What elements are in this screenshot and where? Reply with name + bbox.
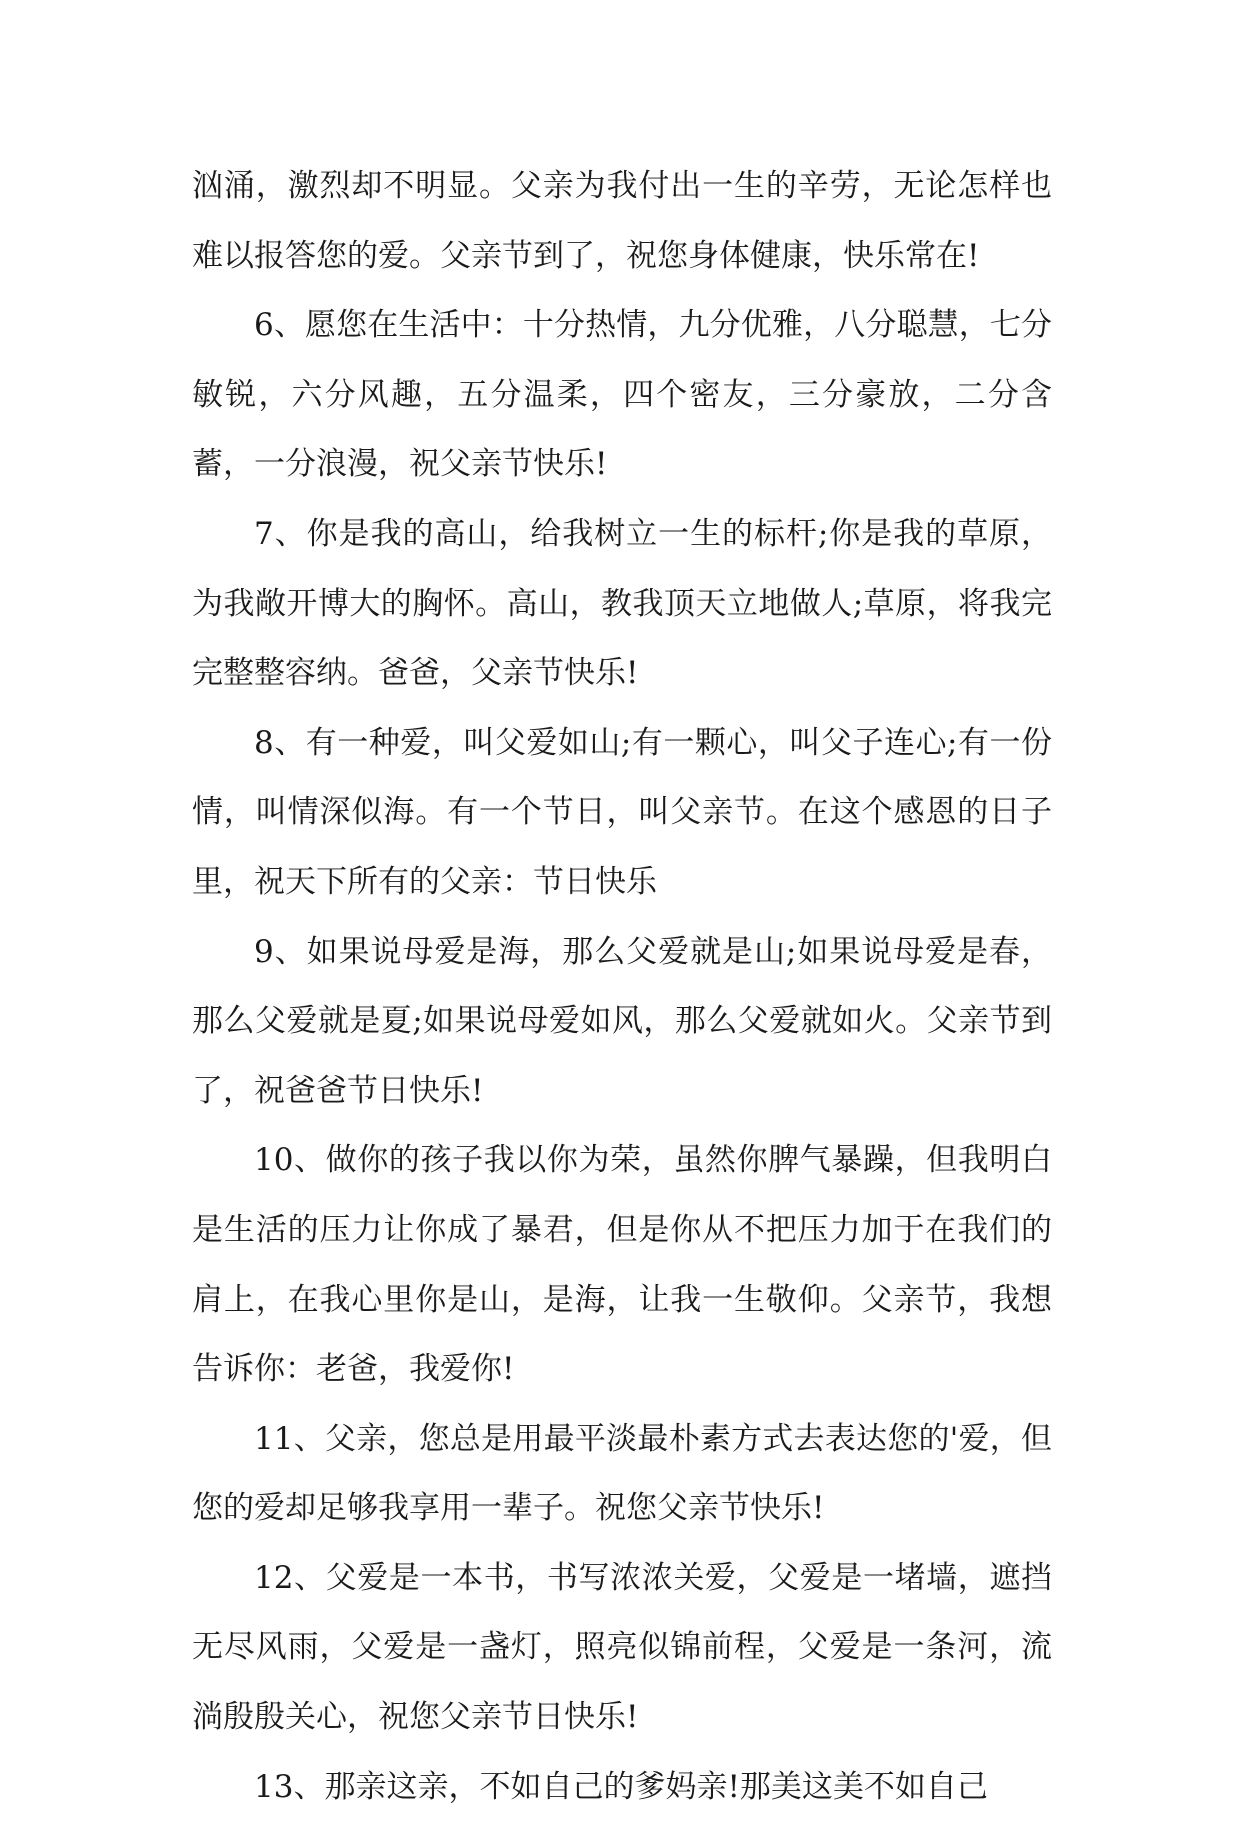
- paragraph-item-12: 12、父爱是一本书，书写浓浓关爱，父爱是一堵墙，遮挡无尽风雨，父爱是一盏灯，照亮似锦前程，父爱是一条河，流淌殷殷关心，祝您父亲节日快乐!: [192, 1559, 1052, 1736]
- paragraph-item-11: 11、父亲，您总是用最平淡最朴素方式去表达您的'爱，但您的爱却足够我享用一辈子。祝您父亲节快乐!: [192, 1420, 1052, 1527]
- paragraph-item-9: 9、如果说母爱是海，那么父爱就是山;如果说母爱是春，那么父爱就是夏;如果说母爱如风，那么父爱就如火。父亲节到了，祝爸爸节日快乐!: [192, 933, 1052, 1109]
- paragraph-item-7: 7、你是我的高山，给我树立一生的标杆;你是我的草原，为我敞开博大的胸怀。高山，教我顶天立地做人;草原，将我完完整整容纳。爸爸，父亲节快乐!: [192, 515, 1052, 692]
- paragraph-continued: 汹涌，激烈却不明显。父亲为我付出一生的辛劳，无论怎样也难以报答您的爱。父亲节到了，祝您身体健康，快乐常在!: [192, 168, 1052, 274]
- paragraph-item-8: 8、有一种爱，叫父爱如山;有一颗心，叫父子连心;有一份情，叫情深似海。有一个节日，叫父亲节。在这个感恩的日子里，祝天下所有的父亲：节日快乐: [192, 724, 1052, 900]
- paragraph-item-10: 10、做你的孩子我以你为荣，虽然你脾气暴躁，但我明白是生活的压力让你成了暴君，但是你从不把压力加于在我们的肩上，在我心里你是山，是海，让我一生敬仰。父亲节，我想告诉你：老爸，我爱你!: [192, 1142, 1052, 1388]
- paragraph-item-6: 6、愿您在生活中：十分热情，九分优雅，八分聪慧，七分敏锐，六分风趣，五分温柔，四个密友，三分豪放，二分含蓄，一分浪漫，祝父亲节快乐!: [192, 307, 1052, 483]
- document-page: [192, 152, 1052, 1822]
- paragraph-item-13: 13、那亲这亲，不如自己的爹妈亲!那美这美不如自己: [254, 1768, 988, 1805]
